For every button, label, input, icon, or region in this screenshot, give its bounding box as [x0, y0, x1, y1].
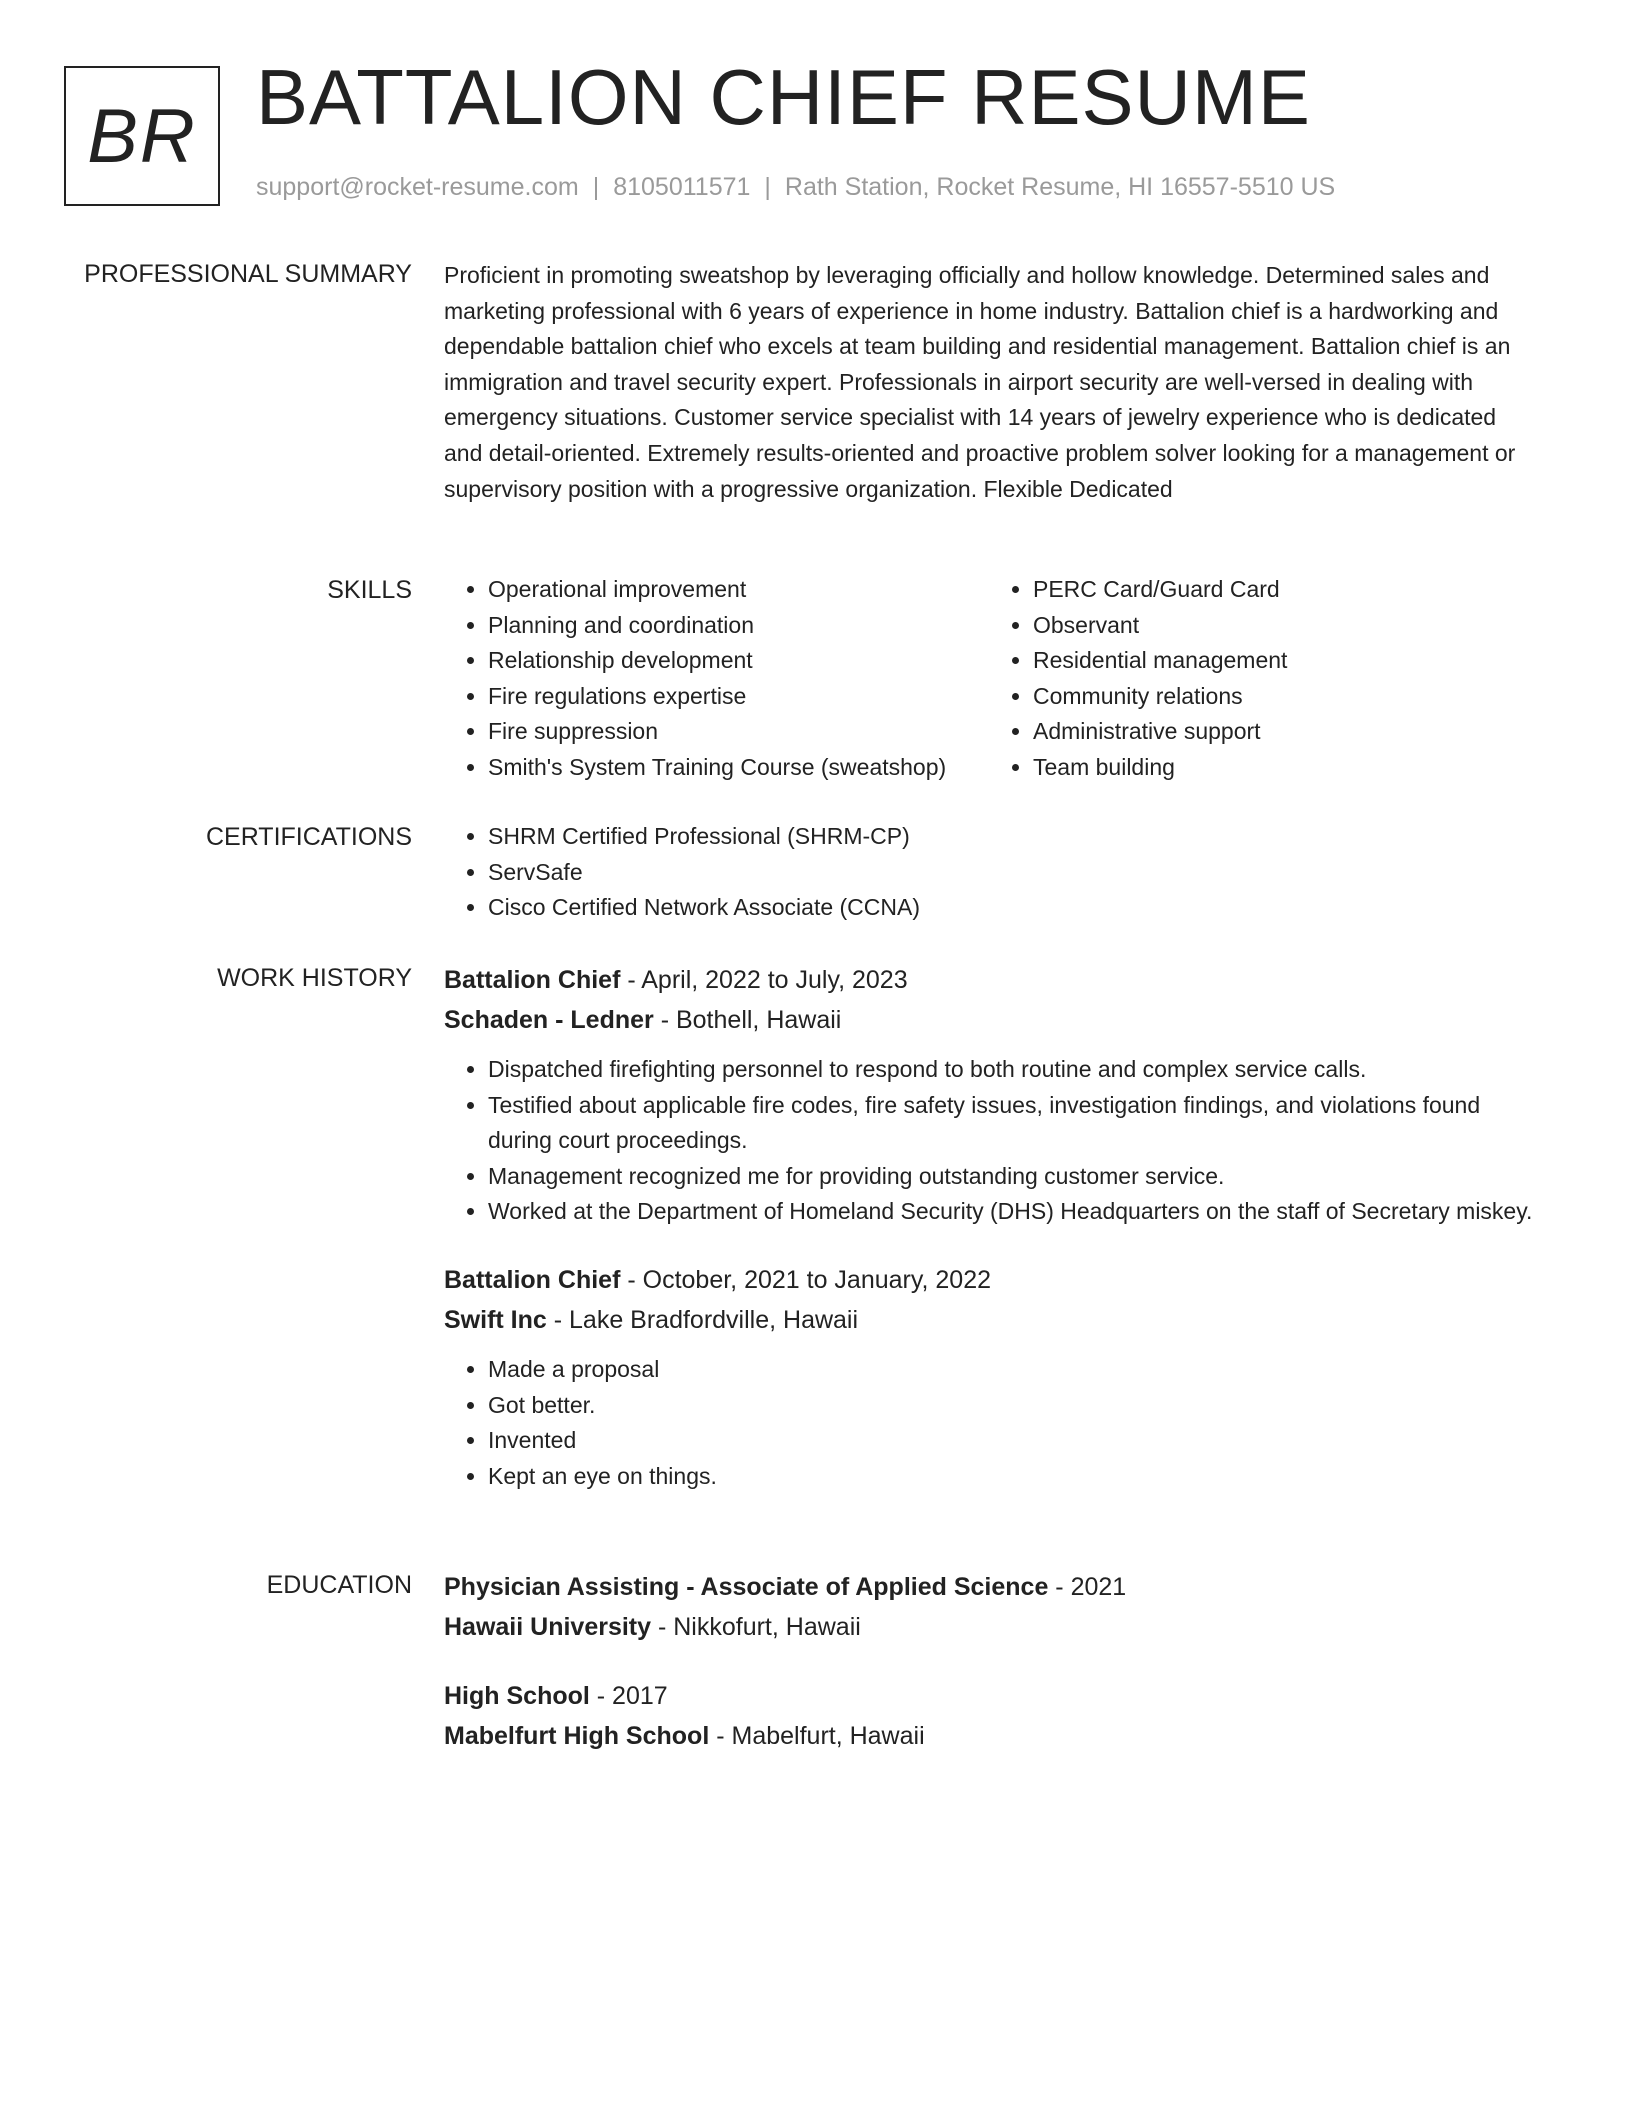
job-dates: - October, 2021 to January, 2022 — [620, 1265, 992, 1294]
job-bullet: • Made a proposal — [488, 1352, 1534, 1388]
job-bullet: • Worked at the Department of Homeland Security (DHS) Headquarters on the staff of Secretary miskey. — [488, 1194, 1534, 1230]
job-bullet: • Invented — [488, 1423, 1534, 1459]
job-company: Schaden - Ledner — [444, 1006, 654, 1034]
job-bullet: • Testified about applicable fire codes, fire safety issues, investigation findings, and violations found during court proceedings. — [488, 1088, 1534, 1159]
degree-line — [444, 1567, 1534, 1607]
job-location: - Bothell, Hawaii — [653, 1006, 842, 1034]
job-title-line — [444, 960, 1534, 1000]
school-location: - Nikkofurt, Hawaii — [651, 1613, 861, 1641]
skill-item: • Team building — [1033, 750, 1534, 786]
contact-phone[interactable]: 8105011571 — [613, 173, 751, 201]
education-content — [444, 1567, 1534, 1756]
skill-item: • Observant — [1033, 608, 1534, 644]
job-entry — [444, 1260, 1534, 1494]
skill-item: • Residential management — [1033, 643, 1534, 679]
contact-email[interactable]: support@rocket-resume.com — [256, 173, 579, 201]
skill-item: • PERC Card/Guard Card — [1033, 572, 1534, 608]
degree-line — [444, 1676, 1534, 1716]
job-title-line — [444, 1260, 1534, 1300]
skill-item: • Smith's System Training Course (sweatshop) — [488, 750, 989, 786]
education-entry — [444, 1676, 1534, 1756]
summary-text: Proficient in promoting sweatshop by leveraging officially and hollow knowledge. Determined sales and marketing professional with 6 years of experience in home industry. Battalion chief is a hardworking and dependable battalion chief who excels at team building and residential management. Battalion chief is an immigration and travel security expert. Professionals in airport security are well-versed in dealing with emergency situations. Customer service specialist with 14 years of jewelry experience who is dedicated and detail-oriented. Extremely results-oriented and proactive problem solver looking for a management or supervisory position with a progressive organization. Flexible Dedicated — [444, 262, 1516, 502]
skills-list-right — [989, 572, 1534, 786]
school-line — [444, 1607, 1534, 1647]
job-company: Swift Inc — [444, 1305, 547, 1334]
job-title: Battalion Chief — [444, 1265, 621, 1294]
work-history-content — [444, 960, 1534, 1494]
skills-list-left — [444, 572, 989, 786]
section-label-certifications: CERTIFICATIONS — [205, 823, 412, 851]
skill-item: • Planning and coordination — [488, 608, 989, 644]
job-bullet: • Dispatched firefighting personnel to respond to both routine and complex service calls. — [488, 1052, 1534, 1088]
skill-item: • Administrative support — [1033, 714, 1534, 750]
school-name: Hawaii University — [444, 1613, 652, 1641]
job-bullet: • Got better. — [488, 1388, 1534, 1424]
section-label-skills: SKILLS — [327, 576, 412, 604]
skill-item: • Relationship development — [488, 643, 989, 679]
section-label-education: EDUCATION — [266, 1571, 412, 1599]
monogram-logo: BR — [64, 66, 220, 206]
contact-line — [256, 173, 1335, 202]
job-title: Battalion Chief — [444, 966, 621, 994]
section-label-work-history: WORK HISTORY — [217, 964, 412, 992]
school-line — [444, 1716, 1534, 1756]
job-location: - Lake Bradfordville, Hawaii — [546, 1305, 859, 1334]
certification-item: • SHRM Certified Professional (SHRM-CP) — [488, 819, 1534, 855]
job-dates: - April, 2022 to July, 2023 — [620, 966, 908, 994]
degree: High School — [444, 1682, 590, 1710]
certification-item: • Cisco Certified Network Associate (CCNA) — [488, 890, 1534, 926]
school-name: Mabelfurt High School — [444, 1722, 710, 1750]
job-entry — [444, 960, 1534, 1230]
certifications-list-wrap — [444, 819, 1534, 926]
job-bullet-list — [444, 1352, 1534, 1494]
job-bullet-list — [444, 1052, 1534, 1230]
education-entry — [444, 1567, 1534, 1647]
job-bullet: • Kept an eye on things. — [488, 1459, 1534, 1495]
job-company-line — [444, 1300, 1534, 1340]
section-label-summary: PROFESSIONAL SUMMARY — [84, 260, 412, 288]
education-year: - 2017 — [589, 1682, 668, 1710]
contact-separator: | — [764, 173, 771, 201]
skill-item: • Fire regulations expertise — [488, 679, 989, 715]
contact-separator: | — [592, 173, 600, 201]
job-bullet: • Management recognized me for providing outstanding customer service. — [488, 1159, 1534, 1195]
skill-item: • Community relations — [1033, 679, 1534, 715]
certifications-list — [444, 819, 1534, 926]
degree: Physician Assisting - Associate of Applied Science — [444, 1573, 1049, 1601]
skill-item: • Fire suppression — [488, 714, 989, 750]
skills-lists — [444, 572, 1534, 786]
certification-item: • ServSafe — [488, 855, 1534, 891]
job-company-line — [444, 1000, 1534, 1040]
skill-item: • Operational improvement — [488, 572, 989, 608]
school-location: - Mabelfurt, Hawaii — [709, 1722, 925, 1750]
education-year: - 2021 — [1048, 1573, 1127, 1601]
contact-address: Rath Station, Rocket Resume, HI 16557-5510 US — [784, 173, 1336, 201]
resume-title: BATTALION CHIEF RESUME — [256, 53, 1311, 141]
